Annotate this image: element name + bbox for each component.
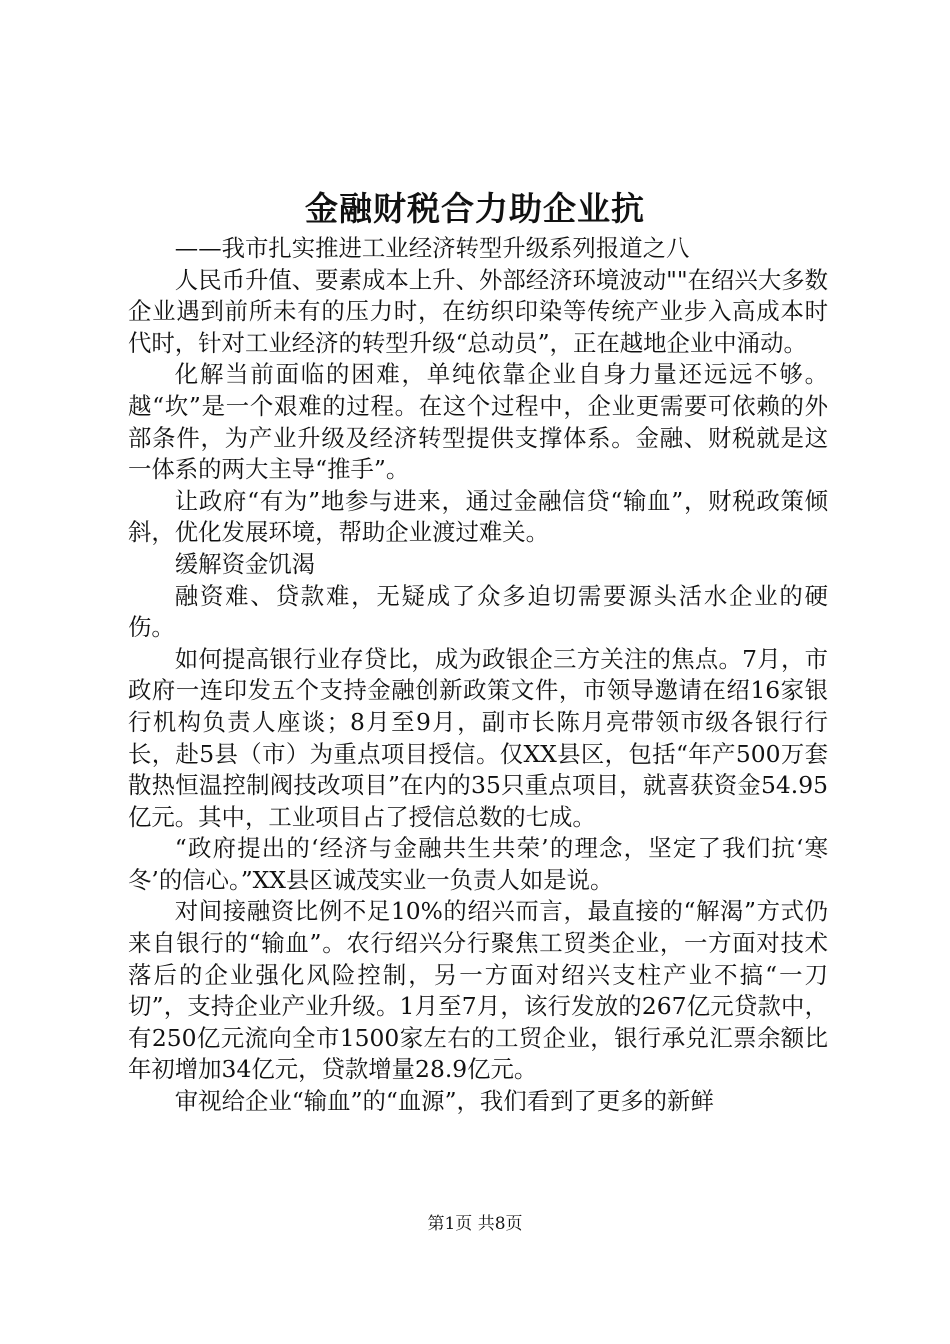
paragraph: 融资难、贷款难，无疑成了众多迫切需要源头活水企业的硬伤。 [128,581,828,642]
section-heading: 缓解资金饥渴 [174,549,316,578]
document-body [128,233,828,1118]
paragraph: 化解当前面临的困难，单纯依靠企业自身力量还远远不够。越“坎”是一个艰难的过程。在这个过程中，企业更需要可依赖的外部条件，为产业升级及经济转型提供支撑体系。金融、财税就是这一体系的两大主导“推手”。 [128,360,828,484]
paragraph: 如何提高银行业存贷比，成为政银企三方关注的焦点。7月，市政府一连印发五个支持金融创新政策文件，市领导邀请在绍16家银行机构负责人座谈；8月至9月，副市长陈月亮带领市级各银行行长，赴5县（市）为重点项目授信。仅XX县区，包括“年产500万套散热恒温控制阀技改项目”在内的35只重点项目，就喜获资金54.95亿元。其中，工业项目占了授信总数的七成。 [128,644,828,831]
subtitle: ——我市扎实推进工业经济转型升级系列报道之八 [174,234,690,262]
paragraph: 对间接融资比例不足10%的绍兴而言，最直接的“解渴”方式仍来自银行的“输血”。农行绍兴分行聚焦工贸类企业，一方面对技术落后的企业强化风险控制，另一方面对绍兴支柱产业不搞“一刀切”，支持企业产业升级。1月至7月，该行发放的267亿元贷款中，有250亿元流向全市1500家左右的工贸企业，银行承兑汇票余额比年初增加34亿元，贷款增量28.9亿元。 [128,897,828,1084]
paragraph: 让政府“有为”地参与进来，通过金融信贷“输血”，财税政策倾斜，优化发展环境，帮助企业渡过难关。 [128,486,828,547]
page-footer: 第1页 共8页 [427,1214,523,1234]
paragraph: “政府提出的‘经济与金融共生共荣’的理念，坚定了我们抗‘寒冬’的信心。”XX县区诚茂实业一负责人如是说。 [128,834,828,894]
paragraph: 审视给企业“输血”的“血源”，我们看到了更多的新鲜 [174,1087,714,1116]
document-title: 金融财税合力助企业抗 [305,189,645,228]
paragraph: 人民币升值、要素成本上升、外部经济环境波动""在绍兴大多数企业遇到前所未有的压力时，在纺织印染等传统产业步入高成本时代时，针对工业经济的转型升级“总动员”，正在越地企业中涌动。 [128,265,828,357]
